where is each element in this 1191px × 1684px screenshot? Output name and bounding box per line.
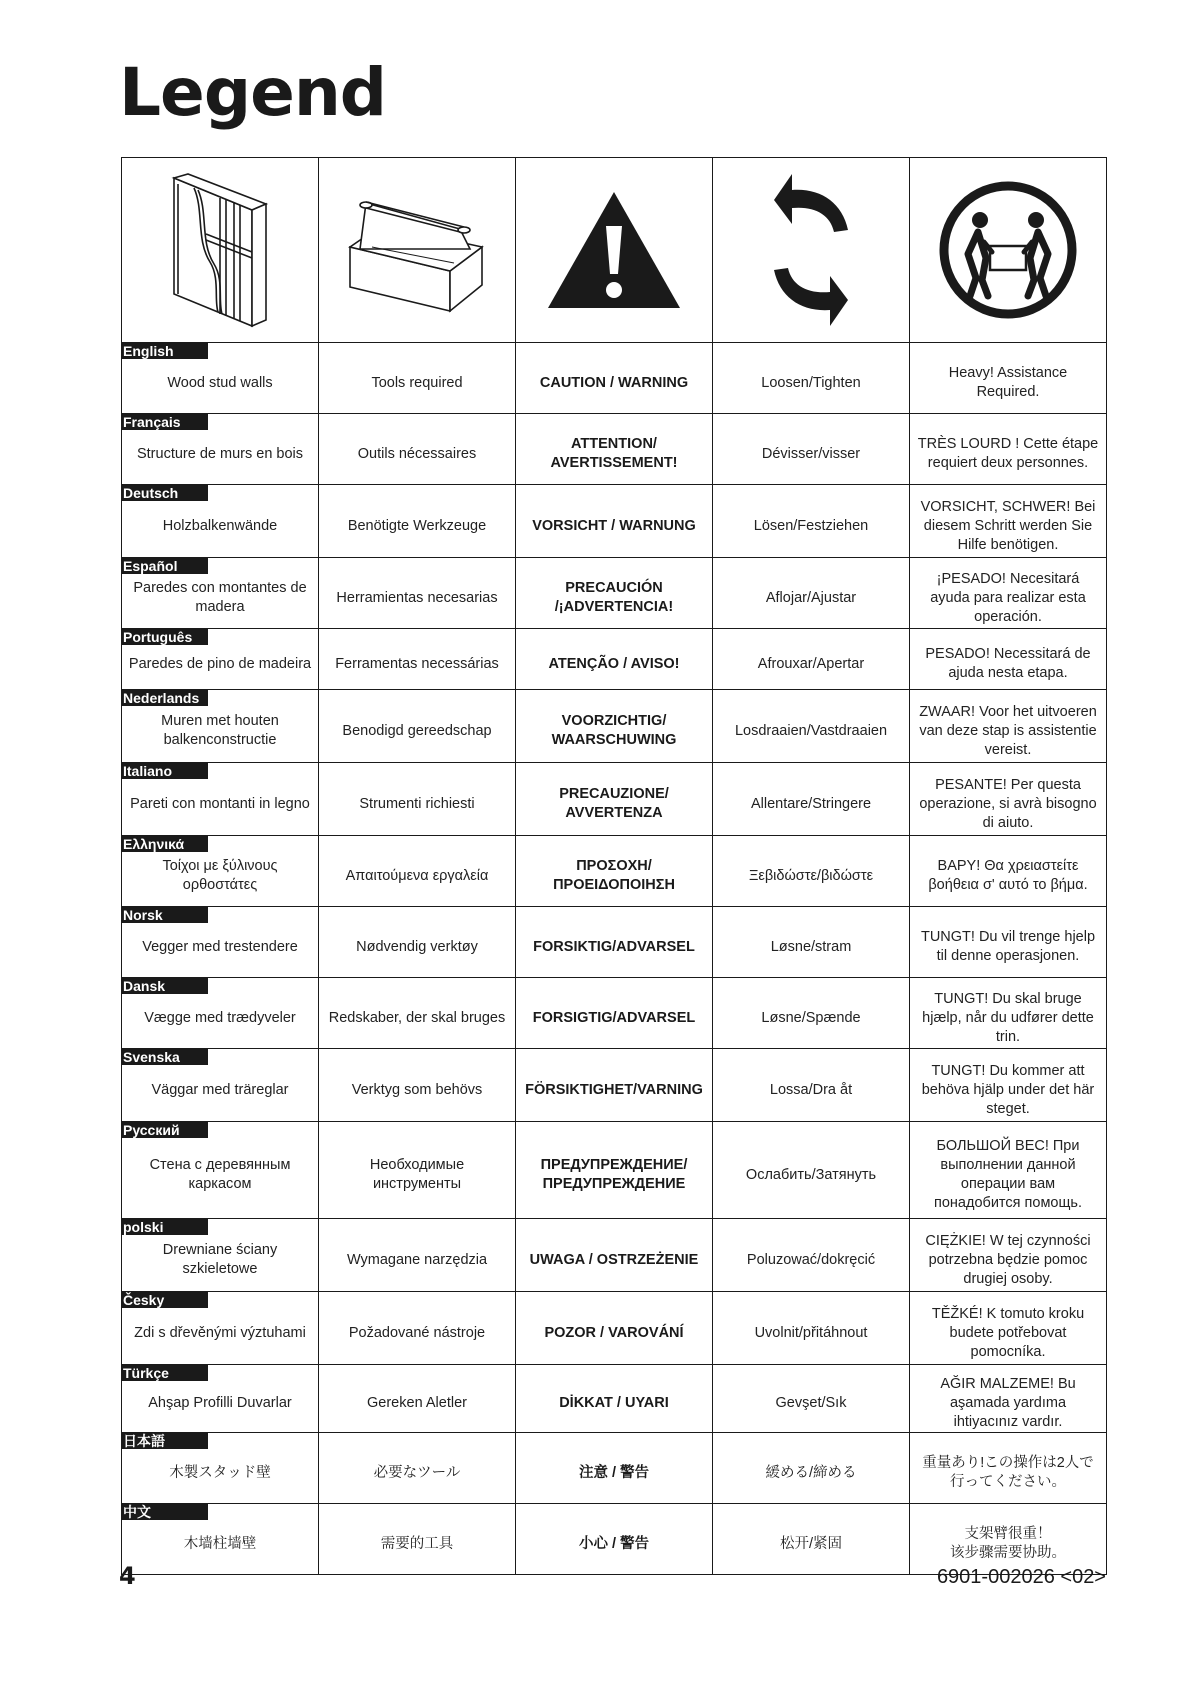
document-code: 6901-002026 <02> — [936, 1566, 1106, 1588]
cell-text: Losdraaien/Vastdraaien — [734, 722, 888, 739]
cell-text: PRECAUCIÓN /¡ADVERTENCIA! — [554, 580, 674, 615]
cell-text: Lösen/Festziehen — [753, 517, 869, 534]
cell-text: TUNGT! Du vil trenge hjelp til denne operasjonen. — [920, 929, 1096, 964]
legend-cell — [516, 690, 713, 763]
cell-text: Ferramentas necessárias — [335, 655, 499, 672]
legend-cell — [713, 978, 910, 1049]
legend-cell — [516, 1504, 713, 1575]
legend-cell — [516, 1365, 713, 1433]
legend-cell — [122, 907, 319, 978]
icon-cell — [910, 158, 1107, 343]
cell-text: ΠΡΟΣΟΧΗ/ ΠΡΟΕΙΔΟΠΟΙΗΣΗ — [553, 858, 675, 893]
cell-text: Verktyg som behövs — [351, 1081, 483, 1098]
legend-cell — [910, 1049, 1107, 1122]
legend-cell — [319, 629, 516, 690]
cell-text: PESANTE! Per questa operazione, si avrà bisogno di aiuto. — [919, 776, 1097, 831]
legend-cell — [713, 1219, 910, 1292]
legend-cell — [122, 414, 319, 485]
cell-text: ZWAAR! Voor het uitvoeren van deze stap is assistentie vereist. — [919, 703, 1097, 758]
cell-text: Vegger med trestendere — [142, 938, 298, 955]
legend-cell — [516, 1049, 713, 1122]
legend-cell — [319, 836, 516, 907]
legend-cell — [319, 1504, 516, 1575]
legend-row — [122, 836, 1107, 907]
legend-row — [122, 1219, 1107, 1292]
icon-cell — [319, 158, 516, 343]
legend-cell — [122, 629, 319, 690]
legend-cell — [713, 343, 910, 414]
cell-text: Nødvendig verktøy — [356, 938, 478, 955]
legend-cell — [319, 1049, 516, 1122]
legend-cell — [122, 1504, 319, 1575]
cell-text: Wymagane narzędzia — [346, 1251, 488, 1268]
cell-text: TĚŽKÉ! K tomuto kroku budete potřebovat pomocníka. — [931, 1305, 1085, 1360]
legend-row — [122, 343, 1107, 414]
cell-text: Holzbalkenwände — [162, 517, 278, 534]
cell-text: 需要的工具 — [380, 1535, 454, 1552]
legend-cell — [910, 1219, 1107, 1292]
cell-text: FÖRSIKTIGHET/VARNING — [525, 1081, 703, 1098]
legend-cell — [713, 1122, 910, 1219]
cell-text: 木製スタッド壁 — [169, 1464, 271, 1481]
page-title: Legend — [119, 54, 387, 131]
language-tag: Italiano — [122, 763, 208, 779]
legend-cell — [910, 1292, 1107, 1365]
legend-row — [122, 763, 1107, 836]
cell-text: Paredes de pino de madeira — [128, 655, 312, 672]
legend-row — [122, 1122, 1107, 1219]
legend-cell — [713, 1433, 910, 1504]
cell-text: VORSICHT / WARNUNG — [532, 517, 696, 534]
toolbox-icon — [342, 185, 492, 315]
cell-text: POZOR / VAROVÁNÍ — [544, 1324, 684, 1341]
legend-row — [122, 1365, 1107, 1433]
cell-text: TUNGT! Du skal bruge hjælp, når du udfører dette trin. — [922, 990, 1094, 1045]
legend-cell — [713, 1365, 910, 1433]
legend-cell — [516, 907, 713, 978]
language-tag: Français — [122, 414, 208, 430]
cell-text: Ξεβιδώστε/βιδώστε — [748, 867, 874, 884]
cell-text: 注意 / 警告 — [578, 1464, 650, 1481]
legend-cell — [319, 763, 516, 836]
legend-row — [122, 558, 1107, 629]
language-tag: 中文 — [122, 1504, 208, 1520]
legend-cell — [516, 1219, 713, 1292]
language-tag: English — [122, 343, 208, 359]
legend-row — [122, 485, 1107, 558]
legend-row — [122, 1504, 1107, 1575]
legend-cell — [319, 558, 516, 629]
language-tag: Česky — [122, 1292, 208, 1308]
legend-cell — [122, 763, 319, 836]
legend-cell — [910, 629, 1107, 690]
cell-text: 小心 / 警告 — [578, 1535, 650, 1552]
legend-cell — [713, 1049, 910, 1122]
language-tag: Norsk — [122, 907, 208, 923]
legend-cell — [319, 907, 516, 978]
cell-text: ¡PESADO! Necesitará ayuda para realizar esta operación. — [930, 570, 1086, 625]
warning-triangle-icon — [544, 188, 684, 312]
language-tag: Türkçe — [122, 1365, 208, 1381]
legend-cell — [713, 485, 910, 558]
legend-row — [122, 414, 1107, 485]
cell-text: PRECAUZIONE/ AVVERTENZA — [559, 786, 669, 821]
language-tag: Русский — [122, 1122, 208, 1138]
cell-text: Løsne/stram — [770, 938, 852, 955]
legend-cell — [122, 343, 319, 414]
cell-text: Drewniane ściany szkieletowe — [162, 1242, 278, 1277]
cell-text: Allentare/Stringere — [750, 795, 872, 812]
language-tag: Ελληνικά — [122, 836, 208, 852]
legend-cell — [516, 558, 713, 629]
legend-cell — [516, 485, 713, 558]
cell-text: Paredes con montantes de madera — [133, 580, 307, 615]
cell-text: Benodigd gereedschap — [342, 722, 492, 739]
cell-text: ATTENTION/ AVERTISSEMENT! — [550, 436, 678, 471]
legend-table — [121, 157, 1107, 1575]
language-tag: Nederlands — [122, 690, 208, 706]
legend-row — [122, 690, 1107, 763]
cell-text: БОЛЬШОЙ ВЕС! При выполнении данной операции вам понадобится помощь. — [934, 1138, 1082, 1211]
cell-text: Muren met houten balkenconstructie — [161, 713, 279, 748]
legend-cell — [319, 1292, 516, 1365]
legend-cell — [516, 1122, 713, 1219]
cell-text: TUNGT! Du kommer att behöva hjälp under det här steget. — [921, 1062, 1095, 1117]
cell-text: Structure de murs en bois — [136, 445, 304, 462]
legend-cell — [122, 1433, 319, 1504]
cell-text: Herramientas necesarias — [336, 589, 498, 606]
legend-cell — [516, 836, 713, 907]
language-tag: 日本語 — [122, 1433, 208, 1449]
language-tag: Deutsch — [122, 485, 208, 501]
page-number: 4 — [119, 1562, 136, 1590]
cell-text: Požadované nástroje — [348, 1324, 486, 1341]
legend-cell — [122, 1292, 319, 1365]
cell-text: 支架臂很重！ 该步骤需要协助。 — [950, 1526, 1066, 1561]
legend-cell — [319, 1122, 516, 1219]
legend-cell — [910, 1504, 1107, 1575]
cell-text: Απαιτούμενα εργαλεία — [345, 867, 489, 884]
rotate-arrows-icon — [756, 170, 866, 330]
cell-text: 松开/紧固 — [779, 1535, 843, 1552]
cell-text: PESADO! Necessitará de ajuda nesta etapa. — [925, 646, 1091, 681]
legend-cell — [910, 343, 1107, 414]
language-tag: Dansk — [122, 978, 208, 994]
wood-stud-wall-icon — [160, 170, 280, 330]
cell-text: Τοίχοι με ξύλινους ορθοστάτες — [162, 858, 278, 893]
legend-cell — [713, 1292, 910, 1365]
legend-cell — [319, 1365, 516, 1433]
legend-row — [122, 978, 1107, 1049]
legend-row — [122, 1433, 1107, 1504]
legend-cell — [122, 978, 319, 1049]
legend-row — [122, 1292, 1107, 1365]
cell-text: Loosen/Tighten — [761, 374, 861, 391]
legend-cell — [713, 690, 910, 763]
cell-text: 必要なツール — [373, 1464, 461, 1481]
legend-cell — [319, 1219, 516, 1292]
cell-text: Løsne/Spænde — [761, 1009, 861, 1026]
cell-text: CAUTION / WARNING — [539, 374, 689, 391]
cell-text: Uvolnit/přitáhnout — [754, 1324, 868, 1341]
legend-cell — [910, 690, 1107, 763]
cell-text: Dévisser/visser — [761, 445, 861, 462]
cell-text: Wood stud walls — [167, 374, 273, 391]
legend-cell — [122, 1122, 319, 1219]
legend-cell — [516, 1292, 713, 1365]
legend-cell — [319, 978, 516, 1049]
legend-cell — [516, 343, 713, 414]
cell-text: AĞIR MALZEME! Bu aşamada yardıma ihtiyacınız vardır. — [940, 1376, 1076, 1430]
legend-cell — [713, 629, 910, 690]
cell-text: Lossa/Dra åt — [769, 1081, 853, 1098]
legend-cell — [122, 1365, 319, 1433]
icon-cell — [713, 158, 910, 343]
legend-cell — [516, 414, 713, 485]
icon-cell — [122, 158, 319, 343]
legend-cell — [319, 1433, 516, 1504]
cell-text: Väggar med träreglar — [151, 1081, 289, 1098]
cell-text: Необходимые инструменты — [369, 1157, 465, 1192]
cell-text: Poluzować/dokręcić — [746, 1251, 876, 1268]
cell-text: VORSICHT, SCHWER! Bei diesem Schritt werden Sie Hilfe benötigen. — [920, 498, 1096, 553]
icon-cell — [516, 158, 713, 343]
cell-text: 緩める/締める — [765, 1464, 857, 1481]
legend-cell — [122, 836, 319, 907]
legend-cell — [713, 836, 910, 907]
cell-text: ΒΑΡΥ! Θα χρειαστείτε βοήθεια σ' αυτό το βήμα. — [928, 858, 1088, 893]
cell-text: Outils nécessaires — [357, 445, 477, 462]
legend-row — [122, 907, 1107, 978]
cell-text: Gereken Aletler — [367, 1395, 467, 1411]
cell-text: 木墙柱墙壁 — [183, 1535, 257, 1552]
cell-text: VOORZICHTIG/ WAARSCHUWING — [551, 713, 677, 748]
icon-row — [122, 158, 1107, 343]
cell-text: Aflojar/Ajustar — [765, 589, 857, 606]
legend-cell — [910, 836, 1107, 907]
legend-cell — [713, 1504, 910, 1575]
legend-row — [122, 629, 1107, 690]
cell-text: UWAGA / OSTRZEŻENIE — [529, 1251, 699, 1268]
legend-cell — [319, 414, 516, 485]
cell-text: 重量あり!この操作は2人で行ってください。 — [922, 1455, 1094, 1490]
legend-cell — [713, 907, 910, 978]
legend-cell — [122, 485, 319, 558]
legend-cell — [910, 1122, 1107, 1219]
legend-cell — [122, 1049, 319, 1122]
legend-cell — [910, 763, 1107, 836]
cell-text: Стена с деревянным каркасом — [149, 1157, 291, 1192]
legend-cell — [516, 629, 713, 690]
legend-cell — [910, 1433, 1107, 1504]
legend-cell — [516, 763, 713, 836]
cell-text: Afrouxar/Apertar — [757, 655, 865, 672]
cell-text: Ahşap Profilli Duvarlar — [148, 1395, 292, 1411]
cell-text: Vægge med trædyveler — [144, 1009, 296, 1026]
legend-cell — [713, 414, 910, 485]
cell-text: ATENÇÃO / AVISO! — [548, 655, 680, 672]
language-tag: Português — [122, 629, 208, 645]
cell-text: Heavy! Assistance Required. — [948, 365, 1068, 400]
language-tag: Español — [122, 558, 208, 574]
legend-cell — [122, 558, 319, 629]
cell-text: Pareti con montanti in legno — [130, 795, 310, 812]
cell-text: Tools required — [371, 374, 463, 391]
cell-text: Ослабить/Затянуть — [745, 1166, 877, 1183]
cell-text: CIĘŻKIE! W tej czynności potrzebna będzie pomoc drugiej osoby. — [925, 1232, 1091, 1287]
cell-text: Benötigte Werkzeuge — [347, 517, 487, 534]
legend-cell — [319, 690, 516, 763]
legend-row — [122, 1049, 1107, 1122]
legend-cell — [319, 343, 516, 414]
language-tag: polski — [122, 1219, 208, 1235]
cell-text: FORSIKTIG/ADVARSEL — [533, 938, 695, 955]
two-person-lift-icon — [938, 180, 1078, 320]
legend-cell — [122, 1219, 319, 1292]
legend-cell — [910, 558, 1107, 629]
legend-cell — [516, 978, 713, 1049]
cell-text: Gevşet/Sık — [775, 1395, 847, 1411]
legend-cell — [713, 558, 910, 629]
legend-cell — [910, 414, 1107, 485]
legend-cell — [910, 1365, 1107, 1433]
language-tag: Svenska — [122, 1049, 208, 1065]
cell-text: TRÈS LOURD ! Cette étape requiert deux personnes. — [917, 436, 1099, 471]
legend-cell — [122, 690, 319, 763]
cell-text: Zdi s dřevěnými výztuhami — [134, 1324, 306, 1341]
legend-cell — [713, 763, 910, 836]
cell-text: Redskaber, der skal bruges — [328, 1009, 506, 1026]
legend-cell — [910, 907, 1107, 978]
legend-cell — [910, 485, 1107, 558]
cell-text: DİKKAT / UYARI — [559, 1395, 669, 1411]
cell-text: ПРЕДУПРЕЖДЕНИЕ/ ПРЕДУПРЕЖДЕНИЕ — [540, 1157, 688, 1192]
legend-cell — [319, 485, 516, 558]
legend-cell — [516, 1433, 713, 1504]
cell-text: FORSIGTIG/ADVARSEL — [532, 1009, 696, 1026]
cell-text: Strumenti richiesti — [359, 795, 475, 812]
legend-cell — [910, 978, 1107, 1049]
